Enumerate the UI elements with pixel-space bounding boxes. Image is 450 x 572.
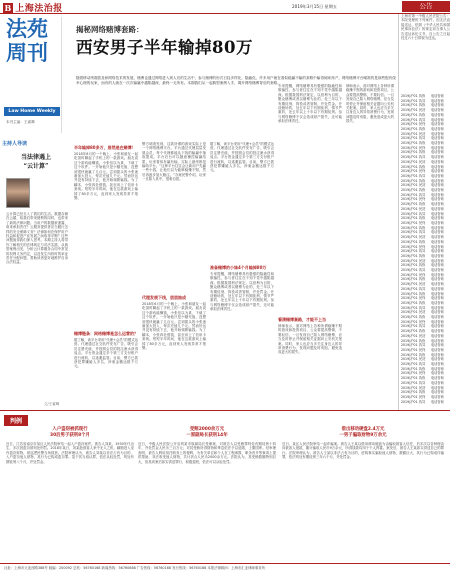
notice-cell: 民初 [419, 282, 426, 287]
notice-cell: 执异 [419, 324, 426, 329]
notice-cell: 民终 [419, 244, 426, 249]
notice-cell: 电话咨询 [431, 183, 444, 188]
case-story-3-title: 借出移动硬盘2.4万元 一男子骗取财物9万余元 [339, 427, 387, 438]
column-3-text: 据了解，该平台采用“代理+会员”的模式运营。代理通过社交软件发布广告，吸引会员注册充值，并按照会员的投注流水获得返点。平台资金通过多个第三方支付账户进行流转，以逃避监管。目前，警方已抓获犯罪嫌疑人多名，涉案金额达数千万元。 [210, 142, 274, 173]
notice-cell: 2019)沪01 [401, 141, 418, 146]
notice-cell: 电话咨询 [431, 305, 444, 310]
notice-cell: 2019)沪01 [401, 258, 418, 263]
column-2-text-2: 2018年6月的一个晚上，小张和朋友一起吃饭时聊起了手机上的一款游戏。朋友说这个游戏能赚钱，小张信以为真，下载了这个软件。一开始他只是小额充值，没想到很快就赢了几百元。尝到甜头的小张逐渐加大投入，每次充值几千元。然而好运并没有持续下去，他开始频繁输钱。为了翻本，小张四处借钱，甚至用上了信用卡套现。短短半年时间，他在这款游戏上输掉了80多万元，直到家人发现异常才报警。 [142, 302, 206, 351]
notice-list [401, 94, 450, 404]
notice-cell: 2019)沪01 [401, 211, 418, 216]
column-4-text-2: 律师表示，面对网络上各种所谓稳赚不赔的游戏和投资项目，公众要提高警惕，不要轻信。一旦发现自己陷入网络赌博，应当及时停止并保留相关证据向公安机关报案。同时，家人也应当多关注身边人的异常消费行为，发现问题及时劝阻，避免造成更大的损失。 [278, 324, 342, 355]
notice-cell: 电话咨询 [431, 150, 444, 155]
notice-cell: 执恢 [419, 291, 426, 296]
case-section [0, 410, 450, 562]
case-story-3-text: 近日，某区人民法院审结一起诈骗案。被告人王某以借用移动硬盘为由骗取被害人信任，后多次以各种理由向被害人借款，累计骗取人民币9万余元，所得钱款均用于个人挥霍。案发后，被告人王某如实供述自己的罪行。法院审理认为，被告人王某以非法占有为目的，虚构事实骗取他人财物，数额巨大，其行为已构成诈骗罪，依法判处有期徒刑三年六个月，并处罚金。 [282, 442, 444, 460]
notice-cell: 民初 [419, 333, 426, 338]
notice-cell: 执异 [419, 268, 426, 273]
notice-cell: 电话咨询 [431, 235, 444, 240]
notice-cell: 执恢 [419, 338, 426, 343]
notice-cell: 执异 [419, 249, 426, 254]
subhead-5: 看清赌博套路，才能不上当 [278, 317, 326, 322]
notice-cell: 民初 [419, 159, 426, 164]
notice-cell: 2019)沪01 [401, 94, 418, 98]
notice-cell: 执异 [419, 343, 426, 348]
notice-cell: 2019)沪01 [401, 150, 418, 155]
column-2-text: 警方调查发现，这款所谓的游戏实际上是一个网络赌博平台。平台通过代理层层发展会员，每个代理都能从下线的输赢中抽取提成。平台后台可以随意操控输赢结果，玩家看似有赢有输，实际上最终都是输给平台。“这种平台往往会让新用户先赢一些小钱，让他们以为能够稳赚不赔，然后再逐步加大赌注。”办案民警介绍，玩家一旦陷入其中，很难自拔。 [142, 142, 206, 182]
notice-cell: 民终 [419, 371, 426, 376]
notice-cell: 执恢 [419, 141, 426, 146]
notice-cell: 执恢 [419, 376, 426, 381]
logo-badge: B [4, 3, 12, 13]
notice-cell: 2019)沪01 [401, 263, 418, 268]
case-story-2-title: 受贿2000余万元 一原副局长获刑14年 [186, 427, 228, 438]
host-photo [6, 178, 30, 208]
notice-cell: 电话咨询 [431, 192, 444, 197]
notice-cell: 电话咨询 [431, 249, 444, 254]
notice-cell: 电话咨询 [431, 188, 444, 193]
subhead-2: 赌博链条：网络赌博是怎么运营的？ [74, 331, 138, 336]
notice-cell: 民终 [419, 319, 426, 324]
notice-cell: 民终 [419, 145, 426, 150]
notice-cell: 2019)沪01 [401, 136, 418, 141]
court-notice-column [398, 14, 450, 410]
notice-cell: 2019)沪01 [401, 235, 418, 240]
notice-cell: 2019)沪01 [401, 395, 418, 399]
notice-cell: 电话咨询 [431, 141, 444, 146]
notice-cell: 电话咨询 [431, 178, 444, 183]
notice-cell: 电话咨询 [431, 202, 444, 207]
notice-cell: 电话咨询 [431, 366, 444, 371]
notice-cell: 电话咨询 [431, 103, 444, 108]
notice-cell: 电话咨询 [431, 155, 444, 160]
section-title-english: Law Home Weekly [4, 107, 60, 116]
notice-cell: 民终 [419, 197, 426, 202]
notice-cell: 民终 [419, 122, 426, 127]
notice-cell: 2019)沪01 [401, 333, 418, 338]
notice-cell: 民初 [419, 310, 426, 315]
notice-cell: 民终 [419, 169, 426, 174]
notice-cell: 2019)沪01 [401, 315, 418, 320]
notice-cell: 电话咨询 [431, 296, 444, 301]
notice-cell: 2019)沪01 [401, 169, 418, 174]
host-title: 当法律遇上 “云计算” [20, 154, 51, 170]
notice-cell: 电话咨询 [431, 216, 444, 221]
notice-cell: 电话咨询 [431, 390, 444, 395]
notice-cell: 2019)沪01 [401, 220, 418, 225]
notice-cell: 2019)沪01 [401, 324, 418, 329]
notice-cell: 2019)沪01 [401, 188, 418, 193]
notice-cell: 2019)沪01 [401, 286, 418, 291]
notice-cell: 2019)沪01 [401, 230, 418, 235]
notice-cell: 电话咨询 [431, 272, 444, 277]
notice-cell: 执恢 [419, 366, 426, 371]
notice-cell: 2019)沪01 [401, 145, 418, 150]
column-1-text-2: 据了解，该平台采用“代理+会员”的模式运营。代理通过社交软件发布广告，吸引会员注册充值，并按照会员的投注流水获得返点。平台资金通过多个第三方支付账户进行流转，以逃避监管。目前，警方已抓获犯罪嫌疑人多名，涉案金额达数千万元。 [74, 338, 138, 369]
article-column-5 [346, 84, 394, 402]
case-story-2 [138, 427, 276, 552]
notice-cell: 2019)沪01 [401, 305, 418, 310]
section-title-line1: 法苑 [6, 16, 48, 41]
notice-cell: 执异 [419, 305, 426, 310]
case-story-1-title: 入户盗窃被抓现行 30后男子获刑8个月 [50, 427, 90, 438]
notice-cell: 执恢 [419, 188, 426, 193]
notice-cell: 2019)沪01 [401, 225, 418, 230]
notice-cell: 2019)沪01 [401, 366, 418, 371]
section-title-line2: 周刊 [6, 40, 48, 65]
notice-cell: 执恢 [419, 300, 426, 305]
notice-cell: 电话咨询 [431, 244, 444, 249]
notice-cell: 2019)沪01 [401, 126, 418, 131]
notice-cell: 电话咨询 [431, 239, 444, 244]
notice-cell: 电话咨询 [431, 173, 444, 178]
notice-cell: 2019)沪01 [401, 244, 418, 249]
notice-cell: 电话咨询 [431, 108, 444, 113]
notice-cell: 2019)沪01 [401, 329, 418, 334]
notice-cell: 2019)沪01 [401, 362, 418, 367]
notice-cell: 执恢 [419, 253, 426, 258]
notice-cell: 2019)沪01 [401, 98, 418, 103]
notice-cell: 电话咨询 [431, 352, 444, 357]
issue-date: 2019年3月15日 星期五 [292, 4, 338, 9]
notice-cell: 电话咨询 [431, 329, 444, 334]
notice-cell: 2019)沪01 [401, 131, 418, 136]
subhead-1: 半年输掉80多万，居然是在赌博！ [74, 145, 136, 150]
notice-cell: 执异 [419, 286, 426, 291]
notice-cell: 执恢 [419, 94, 426, 98]
notice-cell: 2019)沪01 [401, 352, 418, 357]
notice-cell: 民终 [419, 296, 426, 301]
notice-cell: 电话咨询 [431, 395, 444, 399]
footer-info: 社址：上海市大连西路388号 邮编：200092 总机：56760168 新闻热线：56760688 广告热线：56760168 发行热线：56760168 本报法律顾问：上海市汇业律师事务所 [0, 563, 450, 572]
notice-cell: 电话咨询 [431, 282, 444, 287]
notice-cell: 执恢 [419, 225, 426, 230]
notice-cell: 电话咨询 [431, 300, 444, 305]
notice-cell: 电话咨询 [431, 131, 444, 136]
notice-cell: 2019)沪01 [401, 296, 418, 301]
notice-cell: 2019)沪01 [401, 376, 418, 381]
notice-cell: 2019)沪01 [401, 202, 418, 207]
notice-cell: 2019)沪01 [401, 385, 418, 390]
notice-cell: 执异 [419, 399, 426, 404]
notice-cell: 电话咨询 [431, 310, 444, 315]
notice-cell: 2019)沪01 [401, 371, 418, 376]
notice-cell: 民终 [419, 347, 426, 352]
notice-cell: 2019)沪01 [401, 122, 418, 127]
notice-cell: 执异 [419, 211, 426, 216]
subhead-3: 代理发展下线，层层抽成 [142, 295, 186, 300]
article-column-2 [142, 142, 206, 402]
notice-cell: 执恢 [419, 126, 426, 131]
notice-cell: 执异 [419, 117, 426, 122]
notice-cell: 2019)沪01 [401, 103, 418, 108]
logo-text: 上海法治报 [15, 4, 63, 14]
notice-cell: 2019)沪01 [401, 390, 418, 395]
notice-cell: 电话咨询 [431, 253, 444, 258]
notice-cell: 2019)沪01 [401, 357, 418, 362]
notice-cell: 电话咨询 [431, 338, 444, 343]
notice-cell: 执异 [419, 380, 426, 385]
notice-cell: 2019)沪01 [401, 239, 418, 244]
notice-cell: 2019)沪01 [401, 155, 418, 160]
notice-cell: 电话咨询 [431, 380, 444, 385]
notice-cell: 电话咨询 [431, 122, 444, 127]
notice-cell: 电话咨询 [431, 277, 444, 282]
notice-cell: 民终 [419, 220, 426, 225]
section-masthead [2, 17, 62, 133]
newspaper-logo [3, 1, 63, 14]
notice-cell: 执恢 [419, 315, 426, 320]
notice-cell: 执恢 [419, 202, 426, 207]
notice-cell: 电话咨询 [431, 211, 444, 216]
notice-cell: 民初 [419, 235, 426, 240]
notice-cell: 电话咨询 [431, 258, 444, 263]
notice-cell: 执恢 [419, 329, 426, 334]
notice-cell: 电话咨询 [431, 230, 444, 235]
notice-intro: 上海市第一中级人民法院公告：本院受理的下列案件，因无法直接送达，依照《中华人民共和国民事诉讼法》的规定向当事人公告送达诉讼文书，自公告之日起经过六十日即视为送达。 [401, 14, 450, 41]
notice-cell: 电话咨询 [431, 145, 444, 150]
notice-cell: 执恢 [419, 277, 426, 282]
notice-cell: 2019)沪01 [401, 277, 418, 282]
notice-cell: 民终 [419, 395, 426, 399]
notice-cell: 执恢 [419, 103, 426, 108]
notice-cell: 执异 [419, 98, 426, 103]
article-column-1 [74, 142, 138, 408]
notice-cell: 电话咨询 [431, 315, 444, 320]
notice-cell: 电话咨询 [431, 98, 444, 103]
notice-cell: 执恢 [419, 352, 426, 357]
notice-cell: 电话咨询 [431, 112, 444, 117]
notice-cell: 民初 [419, 206, 426, 211]
notice-cell: 执异 [419, 230, 426, 235]
notice-cell: 民初 [419, 108, 426, 113]
notice-cell: 电话咨询 [431, 164, 444, 169]
notice-cell: 电话咨询 [431, 268, 444, 273]
host-label: 主持人导读 [2, 141, 28, 147]
notice-cell: 电话咨询 [431, 136, 444, 141]
notice-cell: 2019)沪01 [401, 164, 418, 169]
notice-cell: 执恢 [419, 216, 426, 221]
notice-cell: 民初 [419, 385, 426, 390]
case-story-1-text: 近日，江苏省南京市某区人民法院审结一起入户盗窃案件。被告人刘某，1930年代出生，多次因盗窃被判处刑罚。2018年某日，刘某趁被害人家中无人之机，翻窗进入室内盗窃财物，被巡逻民警当场抓获。法院审理认为，被告人刘某以非法占有为目的，入户盗窃他人财物，其行为已构成盗窃罪。鉴于其当庭认罪，依法从轻处罚，判处有期徒刑八个月，并处罚金。 [6, 442, 134, 464]
notice-cell: 2019)沪01 [401, 253, 418, 258]
notice-cell: 2019)沪01 [401, 183, 418, 188]
notice-cell: 2019)沪01 [401, 206, 418, 211]
notice-cell: 电话咨询 [431, 117, 444, 122]
notice-cell: 2019)沪01 [401, 192, 418, 197]
top-bar [0, 0, 450, 14]
notice-row [401, 400, 450, 405]
notice-cell: 电话咨询 [431, 206, 444, 211]
notice-cell: 2019)沪01 [401, 268, 418, 273]
notice-cell: 电话咨询 [431, 220, 444, 225]
section-editor: 本刊主编：王睿卿 [6, 120, 35, 124]
notice-cell: 电话咨询 [431, 159, 444, 164]
notice-cell: 2019)沪01 [401, 380, 418, 385]
notice-cell: 执恢 [419, 150, 426, 155]
notice-cell: 电话咨询 [431, 399, 444, 404]
notice-cell: 电话咨询 [431, 291, 444, 296]
notice-cell: 民终 [419, 272, 426, 277]
notice-cell: 电话咨询 [431, 343, 444, 348]
notice-cell: 执恢 [419, 178, 426, 183]
subhead-4: 准备赌博的小妹4个月输掉80万 [210, 265, 267, 270]
notice-cell: 电话咨询 [431, 362, 444, 367]
notice-cell: 电话咨询 [431, 376, 444, 381]
notice-cell: 电话咨询 [431, 324, 444, 329]
notice-cell: 2019)沪01 [401, 117, 418, 122]
notice-cell: 电话咨询 [431, 286, 444, 291]
notice-cell: 执恢 [419, 239, 426, 244]
notice-cell: 电话咨询 [431, 197, 444, 202]
notice-cell: 电话咨询 [431, 385, 444, 390]
column-3-text-2: 专家提醒，网络赌博具有极强的隐蔽性和欺骗性，参与者往往在不知不觉中越陷越深。根据我国刑法规定，以营利为目的，聚众赌博或者以赌博为业的，处三年以下有期徒刑、拘役或者管制，并处罚金。开设赌场的，处五年以下有期徒刑，情节严重的，处五年以上十年以下有期徒刑。参与网络赌博不仅会造成财产损失，还可能承担法律责任。 [210, 272, 274, 312]
host-author: 文/王睿卿 [44, 402, 60, 406]
notice-cell: 电话咨询 [431, 126, 444, 131]
notice-cell: 2019)沪01 [401, 319, 418, 324]
notice-cell: 2019)沪01 [401, 112, 418, 117]
notice-cell: 民初 [419, 183, 426, 188]
notice-cell: 执异 [419, 173, 426, 178]
notice-cell: 电话咨询 [431, 333, 444, 338]
host-article: 云计算已经走入了我们的生活。数据存储在云端，给我们带来便利的同时，也带来了新的法律问题。当用户的数据被泄露，谁来承担责任？云服务提供者应当履行怎样的安全保障义务？法律如何在保护用户权益和促进产业发展之间取得平衡？这些问题值得我们深入思考。本期主持人将带你了解相关的法律规定与司法实践，从典型案例出发，分析云计算服务合同中常见的权利义务约定，以及发生纠纷时的举证责任分配问题，帮助读者更好地维护自身合法权益。 [6, 212, 68, 265]
notice-cell: 2019)沪01 [401, 272, 418, 277]
notice-cell: 执异 [419, 192, 426, 197]
notice-cell: 执异 [419, 136, 426, 141]
notice-cell: 2019)沪01 [401, 178, 418, 183]
notice-cell: 执恢 [419, 164, 426, 169]
column-1-text: 2018年6月的一个晚上，小张和朋友一起吃饭时聊起了手机上的一款游戏。朋友说这个游戏能赚钱，小张信以为真，下载了这个软件。一开始他只是小额充值，没想到很快就赢了几百元。尝到甜头的小张逐渐加大投入，每次充值几千元。然而好运并没有持续下去，他开始频繁输钱。为了翻本，小张四处借钱，甚至用上了信用卡套现。短短半年时间，他在这款游戏上输掉了80多万元，直到家人发现异常才报警。 [74, 152, 138, 201]
notice-cell: 2019)沪01 [401, 291, 418, 296]
notice-cell: 2019)沪01 [401, 399, 418, 404]
notice-cell: 2019)沪01 [401, 282, 418, 287]
notice-cell: 2019)沪01 [401, 197, 418, 202]
notice-cell: 2019)沪01 [401, 159, 418, 164]
headline: 西安男子半年输掉80万 [76, 38, 253, 57]
notice-cell: 2019)沪01 [401, 310, 418, 315]
notice-cell: 电话咨询 [431, 347, 444, 352]
notice-cell: 民初 [419, 258, 426, 263]
notice-cell: 执异 [419, 155, 426, 160]
notice-cell: 执恢 [419, 390, 426, 395]
case-story-1 [6, 427, 134, 552]
notice-cell: 电话咨询 [431, 94, 444, 98]
notice-cell: 民初 [419, 131, 426, 136]
case-story-3 [282, 427, 444, 552]
notice-cell: 电话咨询 [431, 169, 444, 174]
notice-cell: 电话咨询 [431, 357, 444, 362]
notice-tab: 公告 [402, 1, 450, 12]
notice-cell: 2019)沪01 [401, 347, 418, 352]
notice-cell: 执恢 [419, 263, 426, 268]
notice-cell: 2019)沪01 [401, 216, 418, 221]
section-title [2, 17, 61, 65]
headline-kicker: 揭秘网络赌博套路： [76, 25, 144, 34]
notice-cell: 电话咨询 [431, 225, 444, 230]
notice-cell: 2019)沪01 [401, 249, 418, 254]
notice-cell: 2019)沪01 [401, 108, 418, 113]
notice-cell: 电话咨询 [431, 371, 444, 376]
notice-cell: 民初 [419, 357, 426, 362]
notice-cell: 2019)沪01 [401, 173, 418, 178]
case-section-tag: 判例 [4, 415, 28, 426]
article-column-3 [210, 142, 274, 402]
article-column-4 [278, 84, 342, 404]
notice-cell: 2019)沪01 [401, 338, 418, 343]
notice-cell: 执异 [419, 362, 426, 367]
notice-cell: 执恢 [419, 112, 426, 117]
lead-paragraph: 随着移动终端普及和网络技术的发展，赌博也通过网络进入到人们的生活中，参与赌博的形式日趋多样化、隐蔽化。许多用户就在看似稳赢不输的套路中输得倾家荡产。网络赌博平台瞄准的是那些抱有侥幸心理的玩家，而有的人就在一次次输赢中越陷越深，最终一无所有。本期我们从一起典型案例入手，揭开网络赌博背后的套路。 [76, 76, 396, 86]
notice-cell: 2019)沪01 [401, 300, 418, 305]
notice-cell: 电话咨询 [431, 319, 444, 324]
notice-cell: 电话咨询 [431, 263, 444, 268]
column-5-text: 律师表示，面对网络上各种所谓稳赚不赔的游戏和投资项目，公众要提高警惕，不要轻信。一旦发现自己陷入网络赌博，应当及时停止并保留相关证据向公安机关报案。同时，家人也应当多关注身边人的异常消费行为，发现问题及时劝阻，避免造成更大的损失。 [346, 84, 394, 124]
notice-cell: 2019)沪01 [401, 343, 418, 348]
column-4-text: 专家提醒，网络赌博具有极强的隐蔽性和欺骗性，参与者往往在不知不觉中越陷越深。根据我国刑法规定，以营利为目的，聚众赌博或者以赌博为业的，处三年以下有期徒刑、拘役或者管制，并处罚金。开设赌场的，处五年以下有期徒刑，情节严重的，处五年以上十年以下有期徒刑。参与网络赌博不仅会造成财产损失，还可能承担法律责任。 [278, 84, 342, 124]
case-story-2-text: 近日，中级人民法院公开宣判某市原副局长受贿案，对被告人以受贿罪判处有期徒刑十四年，并处罚金人民币三百万元；对其受贿所得财物和孳息依法予以追缴，上缴国库。经审理查明，被告人利用担任职务上的便利，为有关单位和个人在工程承揽、职务晋升等事项上提供帮助，非法收受他人财物，共计折合人民币2000余万元。法院认为，其受贿数额特别巨大，但其到案后如实供述罪行，积极退赃，依法可以从轻处罚。 [138, 442, 276, 464]
